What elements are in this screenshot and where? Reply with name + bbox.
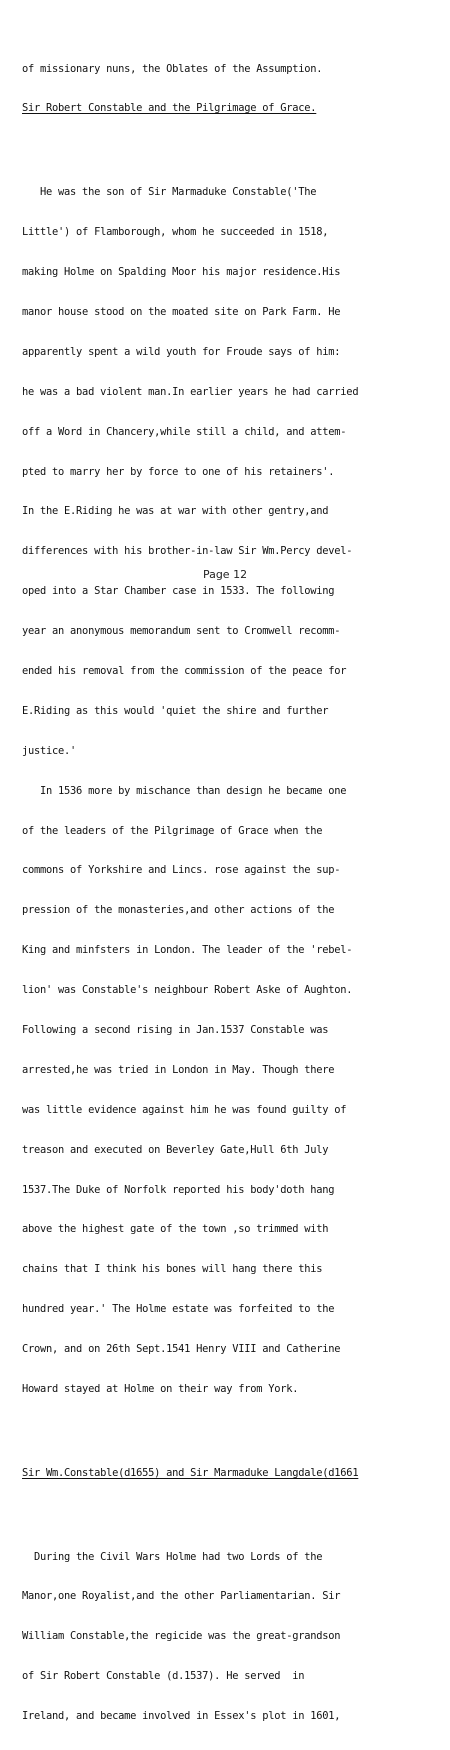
text-line: apparently spent a wild youth for Froude says of him: — [22, 345, 341, 358]
text-line: Crown, and on 26th Sept.1541 Henry VIII and Catherine — [22, 1343, 341, 1356]
text-line: of missionary nuns, the Oblates of the Assumption. — [22, 62, 323, 75]
text-line: 1537.The Duke of Norfolk reported his body'doth hang — [22, 1183, 335, 1196]
text-line: arrested,he was tried in London in May. Though there — [22, 1063, 335, 1076]
text-line: William Constable,the regicide was the great-grandson — [22, 1630, 341, 1643]
text-line: Following a second rising in Jan.1537 Constable was — [22, 1023, 329, 1036]
text-line: manor house stood on the moated site on Park Farm. He — [22, 305, 341, 318]
text-line: oped into a Star Chamber case in 1533. The following — [22, 585, 335, 598]
text-line: Howard stayed at Holme on their way from York. — [22, 1382, 299, 1395]
text-line: justice.' — [22, 744, 77, 757]
spacer — [22, 1436, 442, 1440]
text-line: Manor,one Royalist,and the other Parliamentarian. Sir — [22, 1590, 341, 1603]
text-line: E.Riding as this would 'quiet the shire and further — [22, 704, 329, 717]
text-line: was little evidence against him he was found guilty of — [22, 1103, 347, 1116]
text-line: In the E.Riding he was at war with other gentry,and — [22, 505, 329, 518]
spacer — [22, 142, 442, 146]
text-line: pted to marry her by force to one of his retainers'. — [22, 465, 335, 478]
text-line: pression of the monasteries,and other actions of the — [22, 904, 335, 917]
text-line: hundred year.' The Holme estate was forfeited to the — [22, 1303, 335, 1316]
text-line: of the leaders of the Pilgrimage of Grace when the — [22, 824, 323, 837]
text-line: lion' was Constable's neighbour Robert Aske of Aughton. — [22, 984, 353, 997]
text-line: he was a bad violent man.In earlier years he had carried — [22, 385, 359, 398]
page-number: Page 12 — [202, 568, 248, 581]
section-heading-wm-constable: Sir Wm.Constable(d1655) and Sir Marmaduke Langdale(d1661 — [22, 1466, 359, 1479]
text-line: Ireland, and became involved in Essex's plot in 1601, — [22, 1710, 341, 1723]
text-line: making Holme on Spalding Moor his major residence.His — [22, 266, 341, 279]
text-line: above the highest gate of the town ,so trimmed with — [22, 1223, 329, 1236]
text-line: During the Civil Wars Holme had two Lords of the — [22, 1550, 323, 1563]
spacer — [22, 1507, 442, 1511]
text-line: of Sir Robert Constable (d.1537). He served in — [22, 1670, 305, 1683]
text-line: ended his removal from the commission of the peace for — [22, 664, 347, 677]
text-line: off a Word in Chancery,while still a child, and attem- — [22, 425, 347, 438]
text-line: King and minfsters in London. The leader of the 'rebel- — [22, 944, 353, 957]
text-line: commons of Yorkshire and Lincs. rose against the sup- — [22, 864, 341, 877]
text-line: year an anonymous memorandum sent to Cromwell recomm- — [22, 625, 341, 638]
text-line: treason and executed on Beverley Gate,Hull 6th July — [22, 1143, 329, 1156]
text-line: Little') of Flamborough, whom he succeeded in 1518, — [22, 226, 329, 239]
text-line: chains that I think his bones will hang there this — [22, 1263, 323, 1276]
section-heading-robert-constable: Sir Robert Constable and the Pilgrimage of Grace. — [22, 102, 317, 115]
text-line: He was the son of Sir Marmaduke Constable('The — [22, 186, 317, 199]
text-line: In 1536 more by mischance than design he became one — [22, 784, 347, 797]
text-line: differences with his brother-in-law Sir Wm.Percy devel- — [22, 545, 353, 558]
typed-text-block — [22, 36, 442, 1750]
